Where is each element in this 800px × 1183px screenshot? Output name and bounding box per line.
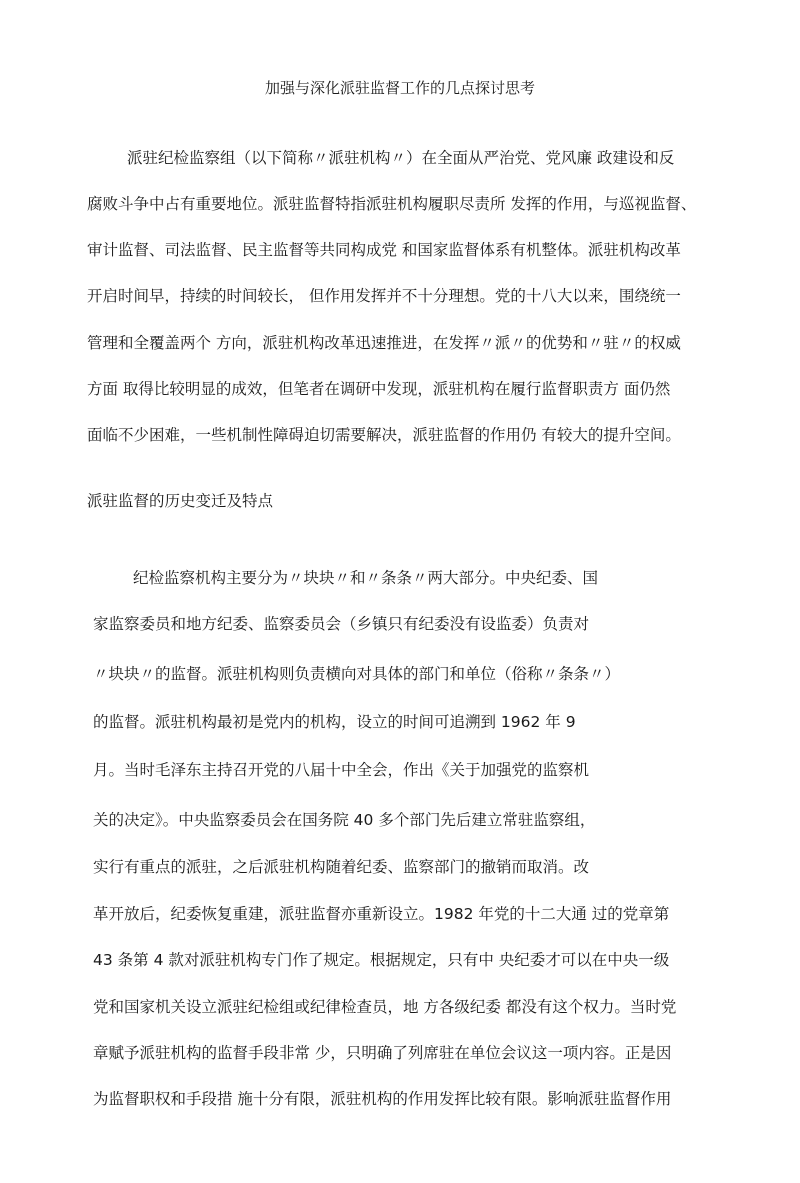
paragraph-line: 为监督职权和手段措 施十分有限，派驻机构的作用发挥比较有限。影响派驻监督作用 bbox=[93, 1090, 672, 1108]
paragraph-line: 纪检监察机构主要分为〃块块〃和〃条条〃两大部分。中央纪委、国 bbox=[133, 569, 599, 587]
paragraph-line: 腐败斗争中占有重要地位。派驻监督特指派驻机构履职尽责所 发挥的作用，与巡视监督、 bbox=[87, 195, 697, 213]
paragraph-line: 派驻纪检监察组（以下简称〃派驻机构〃）在全面从严治党、党风廉 政建设和反 bbox=[127, 149, 675, 167]
paragraph-line: 的监督。派驻机构最初是党内的机构，设立的时间可追溯到 1962 年 9 bbox=[93, 713, 576, 731]
paragraph-line: 〃块块〃的监督。派驻机构则负责横向对具体的部门和单位（俗称〃条条〃） bbox=[93, 665, 621, 683]
paragraph-line: 开启时间早，持续的时间较长， 但作用发挥并不十分理想。党的十八大以来，围绕统一 bbox=[87, 287, 681, 305]
paragraph-line: 43 条第 4 款对派驻机构专门作了规定。根据规定，只有中 央纪委才可以在中央一级 bbox=[93, 951, 670, 969]
paragraph-line: 管理和全覆盖两个 方向，派驻机构改革迅速推进，在发挥〃派〃的优势和〃驻〃的权威 bbox=[87, 334, 681, 352]
paragraph-line: 月。当时毛泽东主持召开党的八届十中全会，作出《关于加强党的监察机 bbox=[93, 761, 590, 779]
paragraph-line: 面临不少困难，一些机制性障碍迫切需要解决，派驻监督的作用仍 有较大的提升空间。 bbox=[87, 426, 681, 444]
section-heading: 派驻监督的历史变迁及特点 bbox=[87, 492, 274, 510]
paragraph-line: 关的决定》。中央监察委员会在国务院 40 多个部门先后建立常驻监察组， bbox=[93, 811, 596, 829]
paragraph-line: 章赋予派驻机构的监督手段非常 少，只明确了列席驻在单位会议这一项内容。正是因 bbox=[93, 1044, 672, 1062]
document-title: 加强与深化派驻监督工作的几点探讨思考 bbox=[264, 79, 535, 97]
paragraph-line: 方面 取得比较明显的成效，但笔者在调研中发现，派驻机构在履行监督职责方 面仍然 bbox=[87, 380, 671, 398]
paragraph-line: 实行有重点的派驻，之后派驻机构随着纪委、监察部门的撤销而取消。改 bbox=[93, 858, 590, 876]
paragraph-line: 革开放后，纪委恢复重建，派驻监督亦重新设立。1982 年党的十二大通 过的党章第 bbox=[93, 905, 670, 923]
paragraph-line: 审计监督、司法监督、民主监督等共同构成党 和国家监督体系有机整体。派驻机构改革 bbox=[87, 241, 681, 259]
paragraph-line: 家监察委员和地方纪委、监察委员会（乡镇只有纪委没有设监委）负责对 bbox=[93, 615, 590, 633]
paragraph-line: 党和国家机关设立派驻纪检组或纪律检查员，地 方各级纪委 都没有这个权力。当时党 bbox=[93, 998, 677, 1016]
